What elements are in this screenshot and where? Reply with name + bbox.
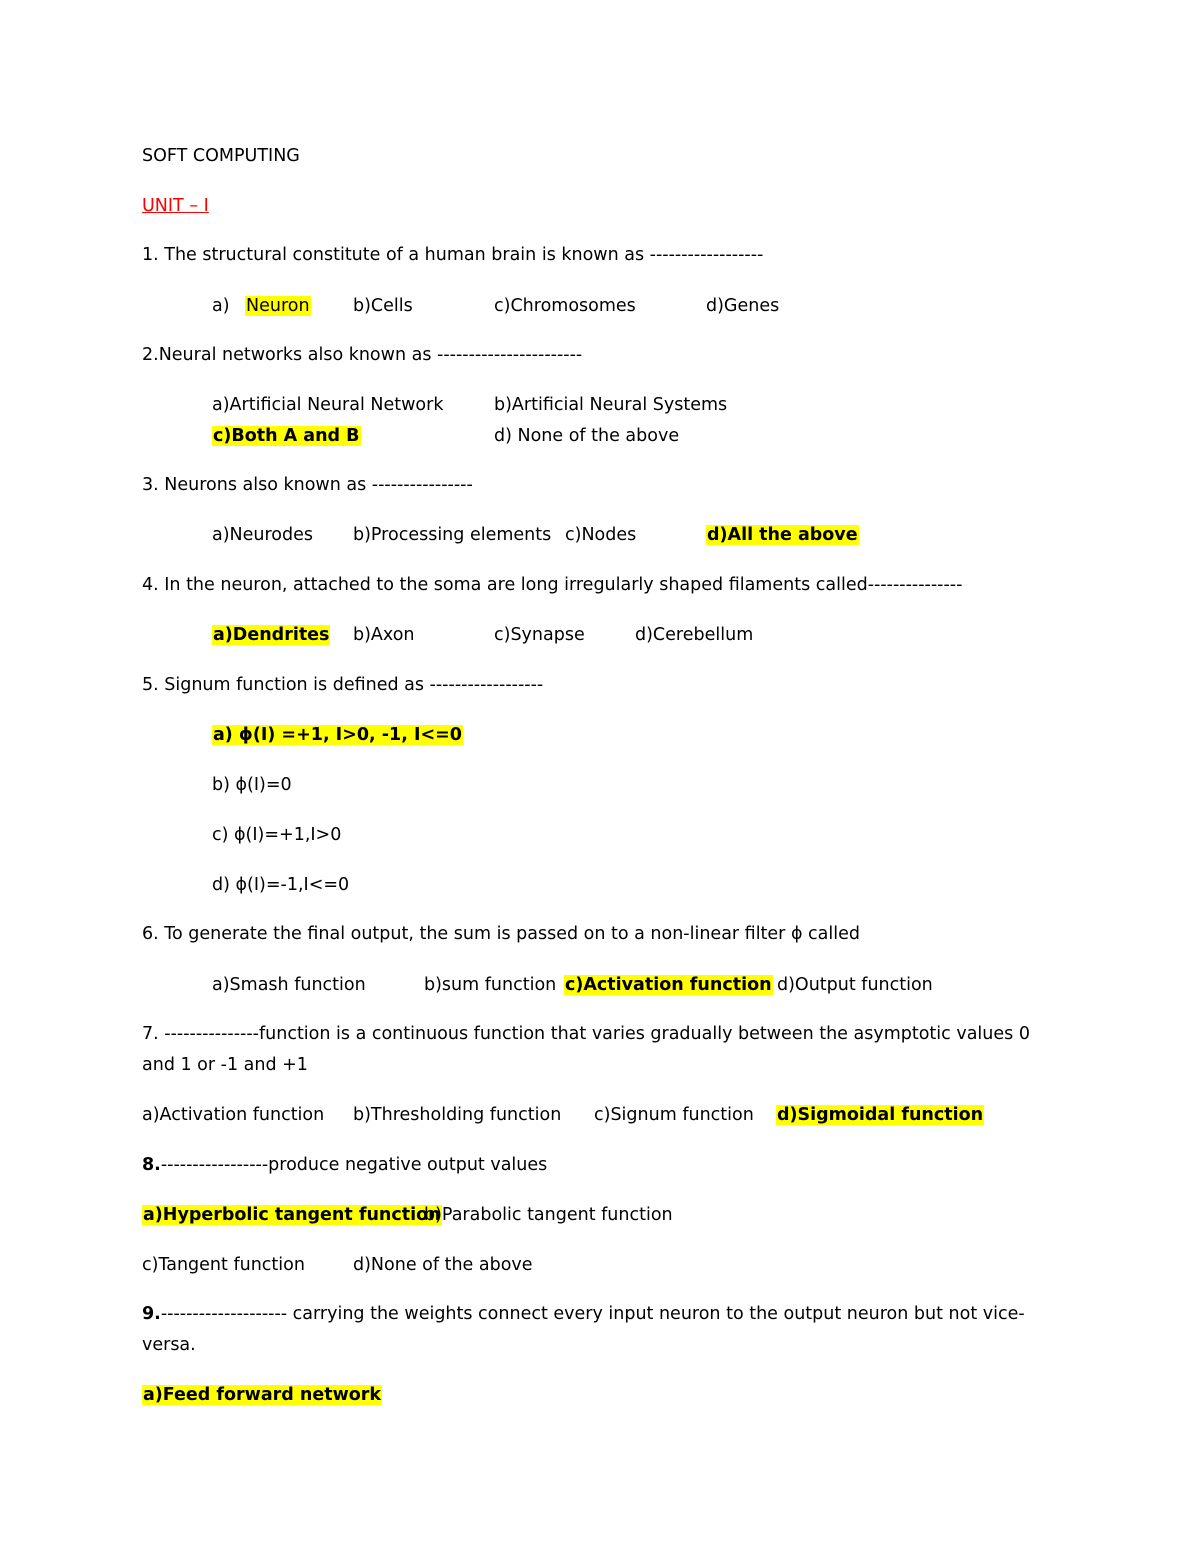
- q5-option-a: [212, 723, 463, 747]
- q8-option-b: b)Parabolic tangent function: [424, 1205, 673, 1225]
- q1-option-c: c)Chromosomes: [494, 296, 636, 316]
- q4-option-a: [212, 623, 330, 647]
- unit-heading: UNIT – I: [142, 196, 209, 216]
- q4-option-b: b)Axon: [353, 625, 415, 645]
- q5-option-b: b) ϕ(I)=0: [212, 775, 292, 795]
- q2-answer: c)Both A and B: [213, 426, 360, 446]
- q6-option-b: b)sum function: [424, 975, 557, 995]
- q3-option-d: [706, 523, 859, 547]
- q6-option-c: [564, 973, 773, 997]
- q1-option-d: d)Genes: [706, 296, 780, 316]
- question-4: 4. In the neuron, attached to the soma are long irregularly shaped filaments called---------------: [142, 575, 963, 595]
- q8-option-c: c)Tangent function: [142, 1255, 305, 1275]
- q5-answer: a) ϕ(I) =+1, I>0, -1, I<=0: [213, 725, 462, 745]
- q9-answer: a)Feed forward network: [143, 1385, 382, 1405]
- question-3: 3. Neurons also known as ----------------: [142, 475, 473, 495]
- q8-option-d: d)None of the above: [353, 1255, 533, 1275]
- question-6: 6. To generate the final output, the sum is passed on to a non-linear filter ϕ called: [142, 924, 860, 944]
- question-8-number: 8.: [142, 1155, 161, 1175]
- q2-option-b: b)Artificial Neural Systems: [494, 395, 728, 415]
- q2-option-c: [212, 424, 361, 448]
- q2-option-a: a)Artificial Neural Network: [212, 395, 444, 415]
- q1-option-a-label: a): [212, 296, 230, 316]
- q3-option-a: a)Neurodes: [212, 525, 314, 545]
- q4-option-c: c)Synapse: [494, 625, 585, 645]
- question-8-text: -----------------produce negative output values: [160, 1155, 548, 1175]
- q4-option-d: d)Cerebellum: [635, 625, 754, 645]
- q7-option-d: [776, 1103, 984, 1127]
- q5-option-c: c) ϕ(I)=+1,I>0: [212, 825, 342, 845]
- question-5: 5. Signum function is defined as ------------------: [142, 675, 544, 695]
- question-9-number: 9.: [142, 1304, 161, 1324]
- question-7: 7. ---------------function is a continuous function that varies gradually between the asymptotic values 0: [142, 1024, 1030, 1044]
- q7-answer: d)Sigmoidal function: [777, 1105, 984, 1125]
- question-8: [142, 1153, 547, 1177]
- q3-answer: d)All the above: [707, 525, 858, 545]
- q6-option-d: d)Output function: [777, 975, 933, 995]
- q7-option-a: a)Activation function: [142, 1105, 325, 1125]
- q1-answer: Neuron: [246, 296, 310, 316]
- q1-option-a: [245, 294, 311, 318]
- q7-option-b: b)Thresholding function: [353, 1105, 562, 1125]
- question-1: 1. The structural constitute of a human brain is known as ------------------: [142, 245, 764, 265]
- q2-option-d: d) None of the above: [494, 426, 680, 446]
- q7-option-c: c)Signum function: [594, 1105, 754, 1125]
- q6-option-a: a)Smash function: [212, 975, 366, 995]
- q4-answer: a)Dendrites: [213, 625, 330, 645]
- q3-option-b: b)Processing elements: [353, 525, 552, 545]
- q1-option-b: b)Cells: [353, 296, 413, 316]
- question-9: [142, 1302, 1025, 1326]
- q6-answer: c)Activation function: [565, 975, 772, 995]
- q3-option-c: c)Nodes: [565, 525, 637, 545]
- question-9-text: -------------------- carrying the weights connect every input neuron to the output neuron but not vice-: [160, 1304, 1025, 1324]
- document-title: SOFT COMPUTING: [142, 146, 300, 166]
- q8-option-a: [142, 1203, 442, 1227]
- question-7-continued: and 1 or -1 and +1: [142, 1055, 308, 1075]
- q5-option-d: d) ϕ(I)=-1,I<=0: [212, 875, 350, 895]
- q9-option-a: [142, 1383, 382, 1407]
- q8-answer: a)Hyperbolic tangent function: [143, 1205, 441, 1225]
- question-2: 2.Neural networks also known as -----------------------: [142, 345, 583, 365]
- question-9-continued: versa.: [142, 1335, 196, 1355]
